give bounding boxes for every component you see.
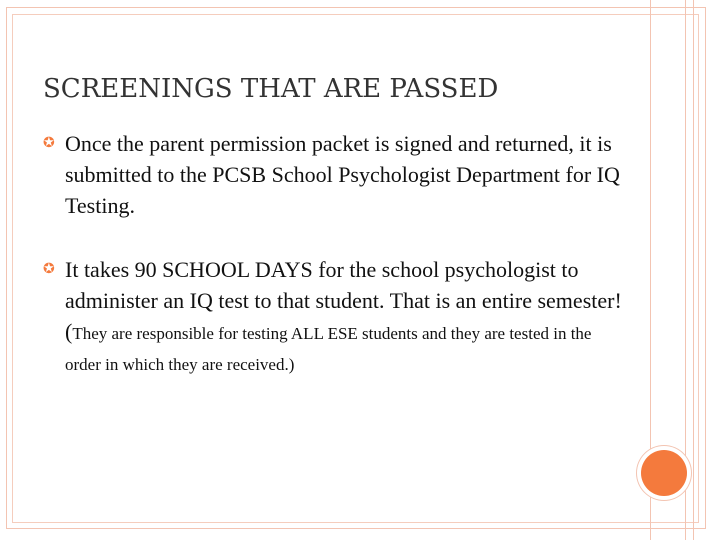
orange-bullet-icon: ✪ — [43, 262, 55, 277]
bullet-text-note: They are responsible for testing ALL ESE students and they are tested in the order in which they are received.) — [65, 324, 592, 374]
decorative-orange-circle — [641, 450, 687, 496]
right-side-line — [693, 0, 694, 540]
orange-bullet-icon: ✪ — [43, 136, 55, 151]
bullet-text: Once the parent permission packet is signed and returned, it is submitted to the PCSB School Psychologist Department for IQ Testing. — [65, 131, 620, 218]
bullet-item-school-days — [43, 254, 623, 378]
bullet-text: It takes 90 SCHOOL DAYS for the school psychologist to administer an IQ test to that student. That is an entire semester! ( — [65, 257, 622, 344]
bullet-list — [43, 128, 623, 378]
slide-title: SCREENINGS THAT ARE PASSED — [43, 74, 499, 104]
bullet-item-permission-packet — [43, 128, 623, 221]
